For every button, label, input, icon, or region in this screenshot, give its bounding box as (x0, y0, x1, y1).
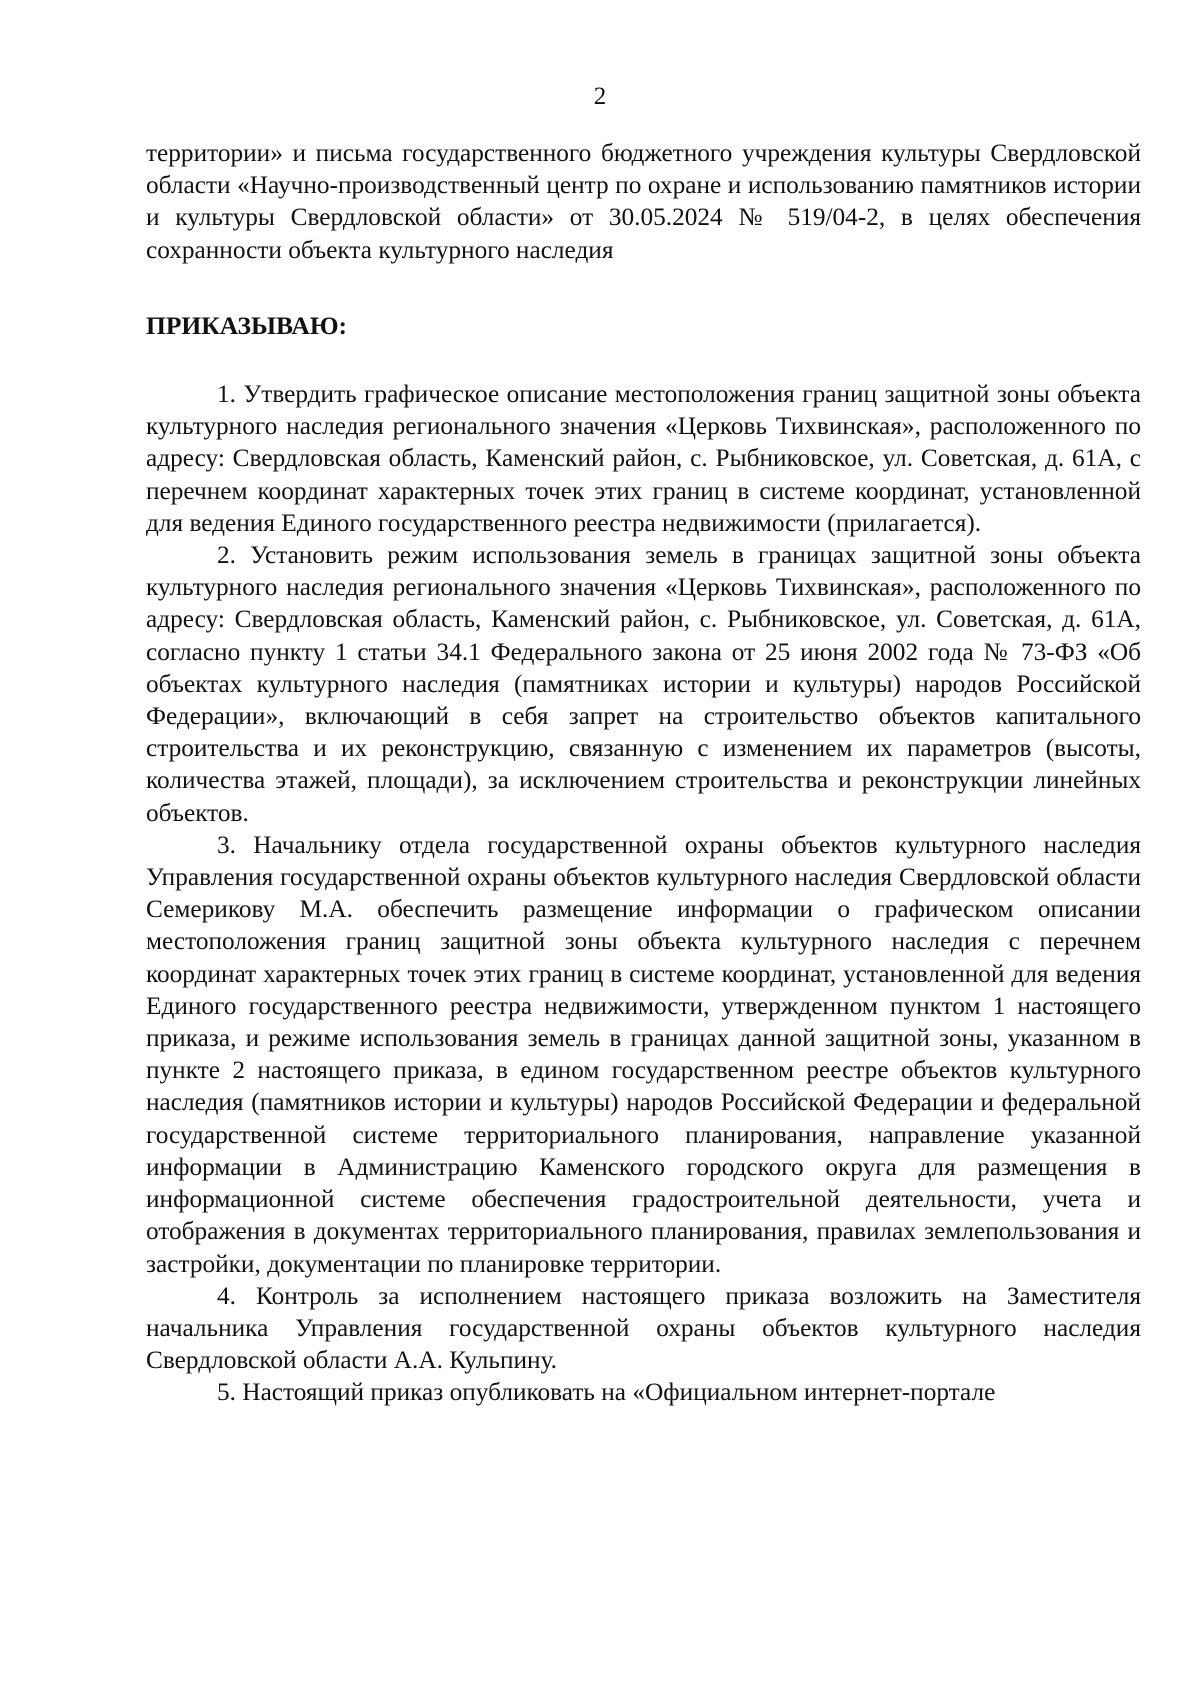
intro-paragraph: территории» и письма государственного бюджетного учреждения культуры Свердловской области «Научно-производственный центр по охране и использованию памятников истории и культуры Свердловской области» от 30.05.2024 № 519/04-2, в целях обеспечения сохранности объекта культурного наследия (146, 139, 1141, 264)
order-item-2: 2. Установить режим использования земель в границах защитной зоны объекта культурного наследия регионального значения «Церковь Тихвинская», расположенного по адресу: Свердловская область, Каменский район, с. Рыбниковское, ул. Советская, д. 61А, согласно пункту 1 статьи 34.1 Федерального закона от 25 июня 2002 года № 73-ФЗ «Об объектах культурного наследия (памятниках истории и культуры) народов Российской Федерации», включающий в себя запрет на строительство объектов капитального строительства и их реконструкцию, связанную с изменением их параметров (высоты, количества этажей, площади), за исключением строительства и реконструкции линейных объектов. (146, 541, 1141, 827)
order-item-4: 4. Контроль за исполнением настоящего приказа возложить на Заместителя начальника Управления государственной охраны объектов культурного наследия Свердловской области А.А. Кульпину. (146, 1281, 1141, 1375)
order-item-1: 1. Утвердить графическое описание местоположения границ защитной зоны объекта культурного наследия регионального значения «Церковь Тихвинская», расположенного по адресу: Свердловская область, Каменский район, с. Рыбниковское, ул. Советская, д. 61А, с перечнем координат характерных точек этих границ в системе координат, установленной для ведения Единого государственного реестра недвижимости (прилагается). (146, 380, 1141, 537)
page-number: 2 (593, 83, 607, 110)
order-heading: ПРИКАЗЫВАЮ: (146, 310, 348, 340)
order-item-5: 5. Настоящий приказ опубликовать на «Официальном интернет-портале (217, 1378, 996, 1407)
document-body (146, 137, 1141, 1409)
order-item-3: 3. Начальнику отдела государственной охраны объектов культурного наследия Управления государственной охраны объектов культурного наследия Свердловской области Семерикову М.А. обеспечить размещение информации о графическом описании местоположения границ защитной зоны объекта культурного наследия с перечнем координат характерных точек этих границ в системе координат, установленной для ведения Единого государственного реестра недвижимости, утвержденном пунктом 1 настоящего приказа, и режиме использования земель в границах данной защитной зоны, указанном в пункте 2 настоящего приказа, в едином государственном реестре объектов культурного наследия (памятников истории и культуры) народов Российской Федерации и федеральной государственной системе территориального планирования, направление указанной информации в Администрацию Каменского городского округа для размещения в информационной системе обеспечения градостроительной деятельности, учета и отображения в документах территориального планирования, правилах землепользования и застройки, документации по планировке территории. (146, 830, 1141, 1278)
